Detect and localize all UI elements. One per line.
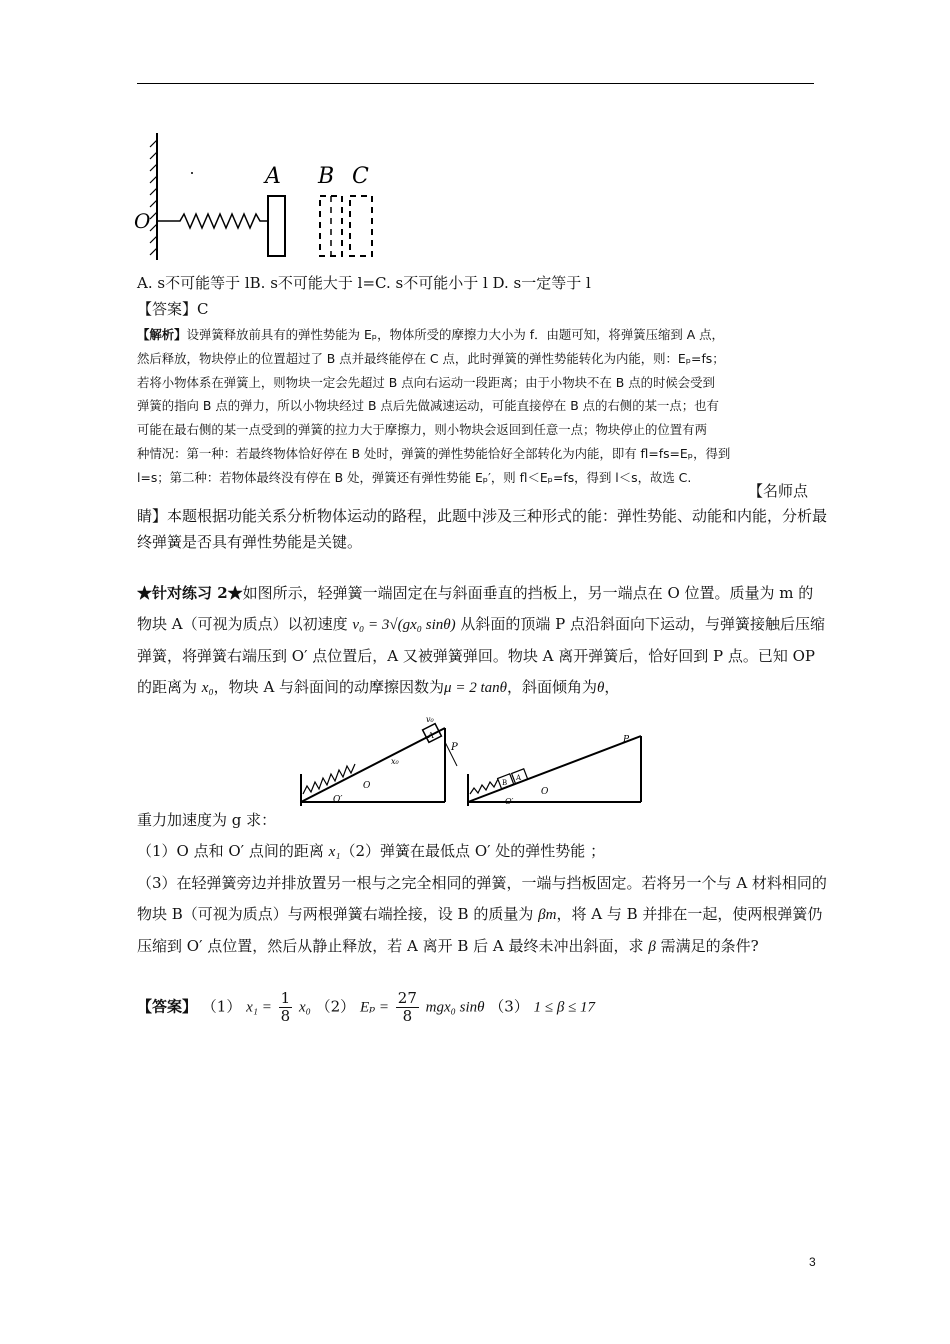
answer-2-rhs: mgx₀ sinθ [425, 999, 485, 1016]
exercise-2-text [137, 578, 827, 704]
answer-part-2-label: （2） [315, 997, 356, 1016]
analysis-line: 然后释放，物块停止的位置超过了 B 点并最终能停在 C 点，此时弹簧的弹性势能转化为内能，则：Eₚ=fs； [137, 350, 725, 366]
x1-symbol: x₁ [328, 844, 341, 860]
teacher-tag: 【名师点 [748, 482, 809, 500]
fig2-label-o-prime: O′ [333, 795, 343, 805]
label-a: A [265, 164, 281, 189]
analysis-line: 弹簧的指向 B 点的弹力，所以小物块经过 B 点后先做减速运动，可能直接停在 B 点的右侧的某一点；也有 [137, 398, 719, 414]
exercise-text: 如图所示，轻弹簧一端固定在与斜面垂直的挡板上，另一端点在 O 位置。质量为 m 的物块 A（可视为质点）以初速度 [137, 584, 814, 633]
fig2-label-a2: A [516, 774, 522, 782]
block-a [268, 196, 285, 256]
fig2-label-o-prime2: O′ [505, 797, 514, 806]
answer-3-value: 1 ≤ β ≤ 17 [533, 999, 596, 1016]
teacher-comment: 睛】本题根据功能关系分析物体运动的路程，此题中涉及三种形式的能：弹性势能、动能和内能，分析最终弹簧是否具有弹性势能是关键。 [137, 507, 828, 551]
exercise-title: ★针对练习 2★ [137, 584, 243, 602]
label-o: O [134, 209, 151, 233]
analysis-line: 可能在最右侧的某一点受到的弹簧的拉力大于摩擦力，则小物块会返回到任意一点；物块停止的位置有两 [137, 422, 707, 438]
fig2-label-a: A [428, 731, 434, 740]
fraction-denominator: 8 [402, 1007, 413, 1025]
analysis-line: 种情况：第一种：若最终物体恰好停在 B 处时，弹簧的弹性势能恰好全部转化为内能，即有 fl=fs=Eₚ，得到 [137, 445, 731, 461]
beta-symbol: β [648, 939, 656, 955]
exercise-text: 从斜面的顶端 P 点沿斜面向下运动，与弹簧接触后压缩弹簧，将弹簧右端压到 O′ 点位置后，A 又被弹簧弹回。物块 A 离开弹簧后，恰好回到 P 点。已知 OP 的距离为 [137, 615, 826, 696]
fig2-label-o2: O [541, 787, 549, 797]
v0-formula: v₀ = 3√(gx₀ sinθ) [352, 617, 456, 633]
fig2-label-x0: x₀ [391, 757, 399, 766]
analysis-line: l=s；第二种：若物体最终没有停在 B 处，弹簧还有弹性势能 Eₚ′，则 fl＜Eₚ=fs，得到 l＜s，故选 C. [137, 469, 692, 485]
answer-2 [137, 990, 595, 1025]
analysis-line: 若将小物体系在弹簧上，则物块一定会先超过 B 点向右运动一段距离；由于小物块不在 B 点的时候会受到 [137, 374, 715, 390]
answer-1-rhs: x₀ [298, 999, 311, 1016]
q3-text [137, 868, 827, 963]
theta-symbol: θ [597, 680, 605, 696]
analysis-line: 设弹簧释放前具有的弹性势能为 Eₚ，物体所受的摩擦力大小为 f．由题可知，将弹簧压缩到 A 点， [186, 327, 724, 342]
spring-block-figure [128, 128, 388, 268]
incline-right [468, 735, 641, 806]
beta-m-symbol: βm [538, 907, 557, 923]
answer-2-lhs: Eₚ = [359, 999, 390, 1016]
fig2-label-o: O [363, 781, 371, 791]
label-b: B [318, 164, 335, 189]
answer-part-1-label: （1） [201, 997, 242, 1016]
incline-left [301, 715, 458, 806]
fig2-label-b: B [502, 779, 508, 787]
q3-text-a: （3）在轻弹簧旁边并排放置另一根与之完全相同的弹簧，一端与挡板固定。若将另一个与 A 材料相同的物块 B（可视为质点）与两根弹簧右端拴接，设 B 的质量为 [137, 874, 827, 923]
fig2-label-v0: v₀ [426, 715, 434, 724]
x0-symbol: x₀ [201, 680, 214, 696]
answer-part-3-label: （3） [489, 997, 529, 1016]
fig2-label-p: P [451, 742, 458, 753]
answer-1-lhs: x₁ = [246, 999, 272, 1016]
page-number: 3 [809, 1255, 816, 1269]
header-rule [137, 83, 814, 84]
q3-text-b: ，将 A 与 B 并排在一起，使两根弹簧仍压缩到 O′ 点位置，然后从静止释放，若 A 离开 B 后 A 最终未冲出斜面，求 [137, 905, 823, 955]
exercise-text: ，斜面倾角为 [506, 678, 597, 696]
fig2-label-p2: P [623, 735, 630, 745]
analysis-block [137, 323, 777, 490]
label-c: C [352, 164, 369, 189]
answer-label: 【答案】 [137, 997, 198, 1016]
options-line: A. s不可能等于 lB. s不可能大于 l=C. s不可能小于 l D. s一定等于 l [137, 274, 591, 292]
block-c [350, 196, 372, 256]
fraction-numerator: 1 [280, 989, 291, 1007]
exercise-2-questions [137, 805, 827, 963]
g-line: 重力加速度为 g 求： [137, 811, 277, 829]
q3-text-c: 需满足的条件? [660, 937, 759, 955]
analysis-label: 【解析】 [137, 327, 187, 342]
answer-2-fraction [396, 990, 419, 1025]
answer-1-fraction [279, 990, 293, 1025]
q1-text: （1）O 点和 O′ 点间的距离 [137, 842, 324, 860]
q2-text: （2）弹簧在最低点 O′ 处的弹性势能 ； [340, 842, 606, 860]
answer-1: 【答案】C [137, 300, 209, 318]
q1-q2-line [137, 836, 827, 868]
fraction-numerator: 27 [397, 989, 417, 1007]
block-b [320, 196, 342, 256]
mu-formula: μ = 2 tanθ [444, 680, 507, 696]
fraction-denominator: 8 [280, 1007, 291, 1025]
incline-figure [293, 714, 648, 814]
exercise-text: ， [604, 678, 620, 696]
exercise-text: ，物块 A 与斜面间的动摩擦因数为 [213, 678, 445, 696]
